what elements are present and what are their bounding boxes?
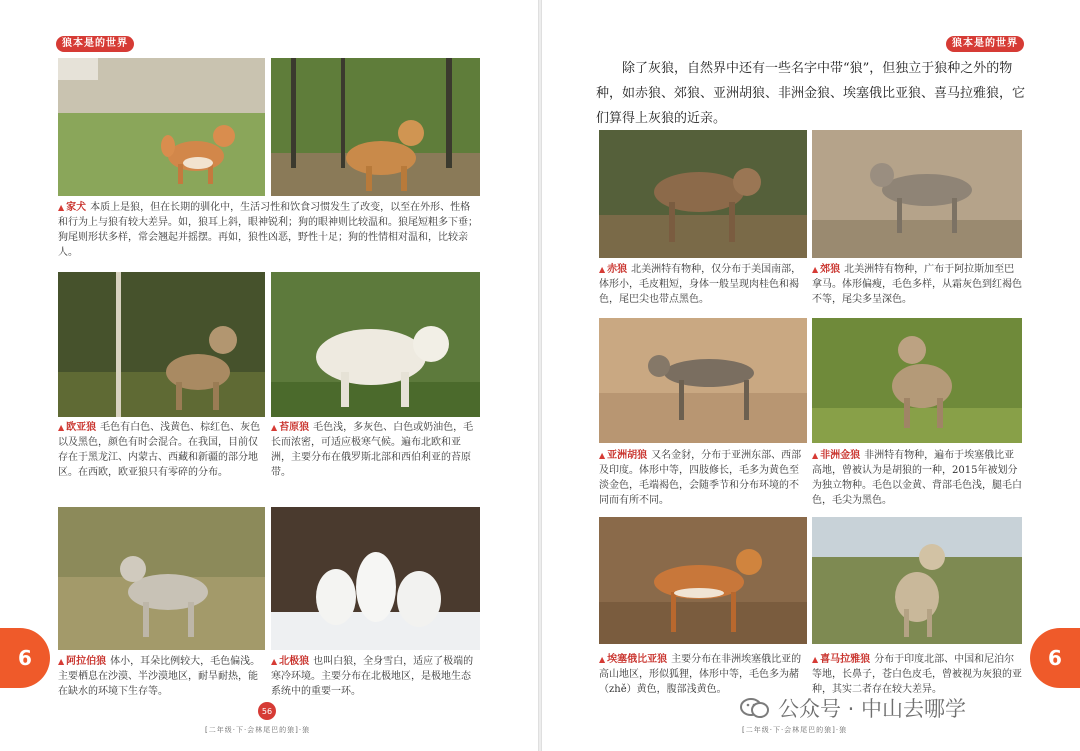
photo-coyote (812, 130, 1022, 258)
photo-arctic-wolf (271, 507, 480, 650)
watermark (740, 692, 966, 724)
photo-african-golden-wolf (812, 318, 1022, 443)
wechat-icon (740, 697, 770, 719)
watermark-text: 公众号 · 中山去哪学 (778, 697, 967, 721)
photo-shiba-dog (58, 58, 265, 196)
caption-red-wolf: ▲ 赤狼 北美洲特有物种，仅分布于美国南部，体形小，毛皮粗短，身体一般呈现肉桂色和褐色，尾巴尖也带点黑色。 (599, 264, 802, 305)
caption-coyote: ▲ 郊狼 北美洲特有物种，广布于阿拉斯加至巴拿马。体形偏瘦，毛色多样，从霜灰色到红褐色不等，尾尖多呈深色。 (812, 264, 1022, 305)
section-badge: 狼本是的世界 (56, 36, 134, 52)
left-page (0, 0, 538, 751)
chapter-tab: 6 (0, 628, 50, 688)
page-footer: [二年级·下·会林尾巴的狼]·狼 (205, 726, 311, 734)
photo-tundra-wolf (271, 272, 480, 417)
page-footer: [二年级·下·会林尾巴的狼]·狼 (742, 726, 848, 734)
caption-african-golden-wolf: ▲ 非洲金狼 非洲特有物种，遍布于埃塞俄比亚高地，曾被认为是胡狼的一种，2015年被划分为独立物种。毛色以金黄、背部毛色浅，腿毛白色，毛尖为黑色。 (812, 450, 1022, 506)
caption-himalayan-wolf: ▲ 喜马拉雅狼 分布于印度北部、中国和尼泊尔等地，长鼻子，苍白色皮毛，曾被视为灰狼的亚种，其实二者存在较大差异。 (812, 654, 1022, 695)
right-page (542, 0, 1080, 751)
triangle-marker-icon: ▲ (271, 657, 278, 666)
photo-golden-dog (271, 58, 480, 196)
caption-eurasian-wolf: ▲ 欧亚狼 毛色有白色、浅黄色、棕红色、灰色以及黑色，颜色有时会混合。在我国，目前仅存在于黑龙江、内蒙古、西藏和新疆的部分地区。在西欧，欧亚狼只有零碎的分布。 (58, 422, 261, 478)
photo-eurasian-wolf (58, 272, 265, 417)
triangle-marker-icon: ▲ (58, 423, 65, 432)
triangle-marker-icon: ▲ (599, 265, 606, 274)
triangle-marker-icon: ▲ (58, 657, 65, 666)
triangle-marker-icon: ▲ (58, 203, 65, 212)
section-badge: 狼本是的世界 (946, 36, 1024, 52)
caption-arabian-wolf: ▲ 阿拉伯狼 体小，耳朵比例较大，毛色偏浅。主要栖息在沙漠、半沙漠地区，耐旱耐热，能在缺水的环境下生存等。 (58, 656, 261, 697)
photo-golden-jackal (599, 318, 807, 443)
intro-paragraph: 除了灰狼，自然界中还有一些名字中带“狼”，但独立于狼种之外的物种，如赤狼、郊狼、亚洲胡狼、非洲金狼、埃塞俄比亚狼、喜马拉雅狼，它们算得上灰狼的近亲。 (596, 61, 1026, 126)
triangle-marker-icon: ▲ (599, 451, 606, 460)
photo-himalayan-wolf (812, 517, 1022, 644)
triangle-marker-icon: ▲ (812, 451, 819, 460)
triangle-marker-icon: ▲ (271, 423, 278, 432)
triangle-marker-icon: ▲ (812, 265, 819, 274)
chapter-tab: 6 (1030, 628, 1080, 688)
caption-golden-jackal: ▲ 亚洲胡狼 又名金豺，分布于亚洲东部、西部及印度。体形中等，四肢修长，毛多为黄色至淡金色，毛端褐色，会随季节和分布环境的不同而有所不同。 (599, 450, 802, 506)
triangle-marker-icon: ▲ (599, 655, 606, 664)
caption-ethiopian-wolf: ▲ 埃塞俄比亚狼 主要分布在非洲埃塞俄比亚的高山地区，形似狐狸，体形中等，毛色多为赭（zhě）黄色，腹部浅黄色。 (599, 654, 802, 695)
photo-red-wolf (599, 130, 807, 258)
caption-tundra-wolf: ▲ 苔原狼 毛色浅，多灰色、白色或奶油色，毛长而浓密，可适应极寒气候。遍布北欧和亚洲，主要分布在俄罗斯北部和西伯利亚的苔原带。 (271, 422, 474, 478)
caption-domestic-dog: ▲ 家犬 本质上是狼，但在长期的驯化中，生活习性和饮食习惯发生了改变，以至在外形、性格和行为上与狼有较大差异。如，狼耳上斜，眼神锐利；狗的眼神则比较温和。狼尾短粗多下垂；狗尾则形状多样，常会翘起并摇摆。再如，狼性凶恶，野性十足；狗的性情相对温和，比较亲人。 (58, 202, 478, 258)
caption-arctic-wolf: ▲ 北极狼 也叫白狼，全身雪白，适应了极端的寒冷环境。主要分布在北极地区，是极地生态系统中的重要一环。 (271, 656, 474, 697)
triangle-marker-icon: ▲ (812, 655, 819, 664)
photo-arabian-wolf (58, 507, 265, 650)
page-number: 56 (258, 702, 276, 720)
photo-ethiopian-wolf (599, 517, 807, 644)
